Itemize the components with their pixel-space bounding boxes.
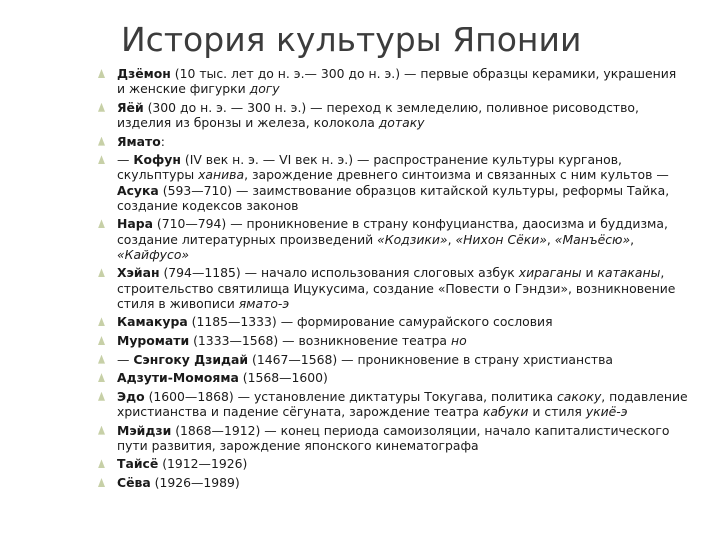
list-item-text: Кофун [133,152,181,168]
list-item-text: Дзёмон [117,66,171,81]
list-item-text: , [630,231,635,247]
list-item-text: Камакура [117,314,188,330]
list-item-text: , подавление христианства и падение сёгуната, зарождение театра [117,388,688,419]
list-item-text: ханива [198,167,245,183]
list-item-text: «Манъёсю» [554,231,631,247]
bullet-icon [98,69,105,78]
list-item [98,134,688,149]
list-item-text: (10 тыс. лет до н. э.— 300 до н. э.) — первые образцы керамики, украшения и женские фигурки [117,66,677,97]
bullet-icon [98,317,105,326]
list-item-text: «Кайфусо» [117,246,190,262]
list-item [98,370,688,385]
list-item-text: (300 до н. э. — 300 н. э.) — переход к земледелию, поливное рисоводство, изделия из бронзы и железа, колокола [117,99,639,130]
list-item-text: (1600—1868) — установление диктатуры Токугава, политика [144,388,557,404]
list-item-text: хираганы [518,265,582,281]
bullet-icon [98,392,105,401]
list-item-text: (1568—1600) [238,370,328,386]
bullet-icon [98,459,105,468]
list-item-text: (1912—1926) [158,456,248,472]
list-item-text: укиё-э [585,403,628,419]
list-item [98,456,688,471]
list-item [98,389,688,419]
bullet-icon [98,103,105,112]
list-item-text: (1185—1333) — формирование самурайского сословия [187,314,553,330]
list-item-text: Сёва [117,474,151,490]
list-item-text: Муромати [117,332,190,348]
list-item-text: догу [249,81,280,97]
bullet-icon [98,268,105,277]
period-list [98,66,688,494]
list-item-text: Ямато [117,133,161,149]
list-item-text: : [160,133,165,149]
list-item-text: Мэйдзи [117,422,172,438]
list-item [98,66,688,96]
list-item-text: Нара [117,216,153,232]
list-item-text: катаканы [597,265,661,281]
list-item-text: но [450,332,467,348]
list-item-text: кабуки [482,403,529,419]
bullet-icon [98,355,105,364]
list-item-text: Эдо [117,388,145,404]
list-item-text: (IV век н. э. — VI век н. э.) — распространение культуры курганов, скульптуры [117,152,622,183]
list-item-text: Асука [117,182,159,198]
list-item [98,216,688,262]
list-item-text: — [117,351,134,367]
list-item-text: (1926—1989) [150,474,240,490]
list-item-text: Сэнгоку Дзидай [133,351,249,367]
list-item [98,475,688,490]
list-item-text: , [447,231,456,247]
bullet-icon [98,137,105,146]
list-item-text: ямато-э [238,295,290,311]
list-item [98,352,688,367]
list-item-text: Тайсё [117,456,159,472]
list-item [98,265,688,311]
bullet-icon [98,155,105,164]
bullet-icon [98,478,105,487]
list-item-text: «Кодзики» [377,231,448,247]
list-item [98,152,688,213]
list-item-text: дотаку [378,115,425,130]
bullet-icon [98,426,105,435]
list-item-text: Хэйан [117,265,160,281]
list-item-text: и стиля [528,403,586,419]
slide-title: История культуры Японии [121,20,582,59]
list-item-text: Яёй [117,99,144,115]
list-item [98,314,688,329]
bullet-icon [98,219,105,228]
bullet-icon [98,336,105,345]
list-item-text: Адзути-Момояма [117,370,239,386]
list-item-text: сакоку [557,388,602,404]
list-item-text: «Нихон Сёки» [455,231,547,247]
list-item-text: , [546,231,555,247]
list-item-text: (593—710) — заимствование образцов китайской культуры, реформы Тайка, создание кодексов законов [117,182,670,213]
list-item-text: и [581,265,598,281]
list-item [98,100,688,130]
list-item-text: (1333—1568) — возникновение театра [189,332,451,348]
bullet-icon [98,373,105,382]
list-item-text: (794—1185) — начало использования слоговых азбук [159,265,519,281]
list-item [98,423,688,453]
list-item-text: , зарождение древнего синтоизма и связанных с ним культов — [244,167,669,183]
list-item-text: , строительство святилища Ицукусима, создание «Повести о Гэндзи», возникновение стиля в живописи [117,265,676,311]
list-item-text: (710—794) — проникновение в страну конфуцианства, даосизма и буддизма, создание литературных произведений [117,216,668,247]
list-item-text: (1868—1912) — конец периода самоизоляции, начало капиталистического пути развития, зарождение японского кинематографа [117,422,670,453]
list-item-text: (1467—1568) — проникновение в страну христианства [248,351,614,367]
list-item-text: — [117,152,134,168]
list-item [98,333,688,348]
